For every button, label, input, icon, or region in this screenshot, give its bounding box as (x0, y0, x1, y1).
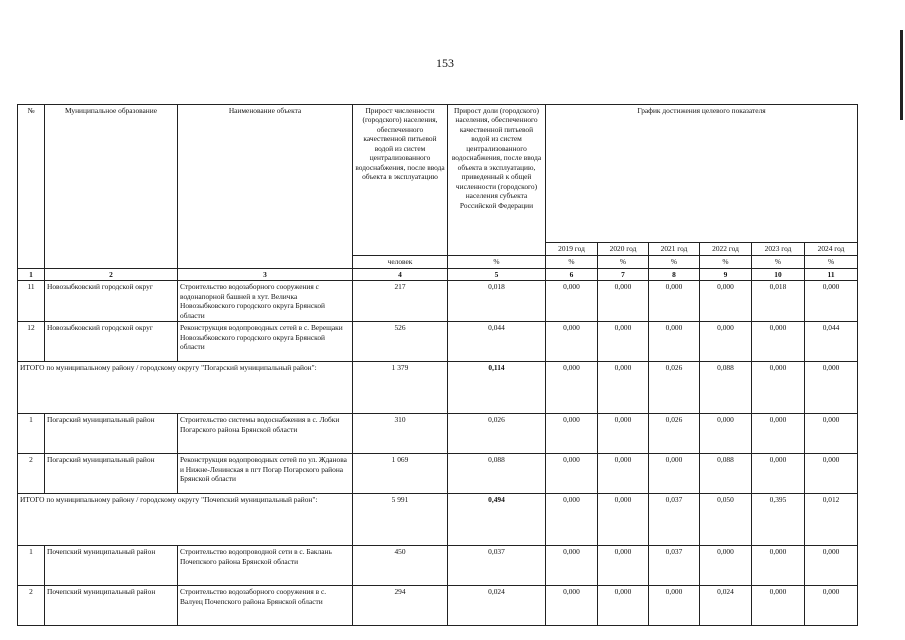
year-value-cell: 0,000 (700, 322, 752, 362)
unit-percent: % (598, 256, 649, 269)
year-value-cell: 0,012 (805, 494, 858, 546)
growth-count-cell: 5 991 (353, 494, 448, 546)
growth-share-cell: 0,024 (448, 586, 546, 626)
municipality-cell: Новозыбковский городской округ (45, 322, 178, 362)
table-row (18, 322, 858, 362)
year-value-cell: 0,000 (598, 362, 649, 414)
column-number: 6 (546, 269, 598, 281)
year-value-cell: 0,000 (546, 281, 598, 322)
column-number-row (18, 269, 858, 281)
year-value-cell: 0,000 (805, 586, 858, 626)
row-number: 1 (18, 546, 45, 586)
year-value-cell: 0,037 (649, 494, 700, 546)
municipality-cell: Погарский муниципальный район (45, 414, 178, 454)
growth-share-cell: 0,114 (448, 362, 546, 414)
year-value-cell: 0,000 (752, 454, 805, 494)
growth-count-cell: 294 (353, 586, 448, 626)
row-number: 2 (18, 454, 45, 494)
object-name-cell: Строительство водопроводной сети в с. Баклань Почепского района Брянской области (178, 546, 353, 586)
year-value-cell: 0,000 (700, 546, 752, 586)
municipality-cell: Новозыбковский городской округ (45, 281, 178, 322)
growth-share-cell: 0,088 (448, 454, 546, 494)
unit-percent: % (700, 256, 752, 269)
unit-percent: % (546, 256, 598, 269)
table-total-row (18, 494, 858, 546)
column-number: 8 (649, 269, 700, 281)
table-row (18, 414, 858, 454)
row-number: 1 (18, 414, 45, 454)
unit-percent: % (649, 256, 700, 269)
column-number: 5 (448, 269, 546, 281)
column-number: 3 (178, 269, 353, 281)
year-value-cell: 0,000 (598, 586, 649, 626)
object-name-cell: Реконструкция водопроводных сетей по ул. Жданова и Нижне-Ленинская в пгт Погар Погарского района Брянской области (178, 454, 353, 494)
growth-count-cell: 526 (353, 322, 448, 362)
year-value-cell: 0,000 (649, 586, 700, 626)
municipality-cell: Почепский муниципальный район (45, 546, 178, 586)
year-value-cell: 0,044 (805, 322, 858, 362)
unit-people: человек (353, 256, 448, 269)
year-value-cell: 0,088 (700, 362, 752, 414)
year-value-cell: 0,000 (598, 546, 649, 586)
year-value-cell: 0,000 (546, 362, 598, 414)
growth-share-cell: 0,044 (448, 322, 546, 362)
header-year: 2024 год (805, 243, 858, 256)
header-growth-share: Прирост доли (городского) населения, обеспеченного качественной питьевой водой из систем централизованного водоснабжения, после ввода объекта в эксплуатацию, приведенный к общей численности (городского) населения субъекта Российской Федерации (448, 105, 546, 256)
object-name-cell: Строительство водозаборного сооружения в с. Валуец Почепского района Брянской области (178, 586, 353, 626)
row-number: 11 (18, 281, 45, 322)
page-number: 153 (436, 56, 454, 70)
year-value-cell: 0,000 (805, 546, 858, 586)
year-value-cell: 0,000 (752, 322, 805, 362)
year-value-cell: 0,088 (700, 454, 752, 494)
unit-percent: % (448, 256, 546, 269)
column-number: 7 (598, 269, 649, 281)
header-municipality: Муниципальное образование (45, 105, 178, 269)
target-indicator-table (17, 104, 858, 626)
table-row (18, 281, 858, 322)
table-row (18, 454, 858, 494)
year-value-cell: 0,000 (700, 414, 752, 454)
scan-edge-mark (900, 30, 903, 120)
table-total-row (18, 362, 858, 414)
year-value-cell: 0,000 (598, 322, 649, 362)
year-value-cell: 0,026 (649, 414, 700, 454)
growth-count-cell: 217 (353, 281, 448, 322)
column-number: 11 (805, 269, 858, 281)
row-number: 12 (18, 322, 45, 362)
header-year: 2019 год (546, 243, 598, 256)
year-value-cell: 0,000 (700, 281, 752, 322)
row-number: 2 (18, 586, 45, 626)
total-label: ИТОГО по муниципальному району / городскому округу "Погарский муниципальный район": (18, 362, 353, 414)
year-value-cell: 0,000 (546, 494, 598, 546)
object-name-cell: Реконструкция водопроводных сетей в с. Верещаки Новозыбковского городского округа Брянской области (178, 322, 353, 362)
year-value-cell: 0,050 (700, 494, 752, 546)
total-label: ИТОГО по муниципальному району / городскому округу "Почепский муниципальный район": (18, 494, 353, 546)
header-no: № (18, 105, 45, 269)
year-value-cell: 0,000 (598, 414, 649, 454)
municipality-cell: Погарский муниципальный район (45, 454, 178, 494)
year-value-cell: 0,000 (805, 281, 858, 322)
year-value-cell: 0,000 (598, 281, 649, 322)
table-row (18, 546, 858, 586)
header-year: 2022 год (700, 243, 752, 256)
year-value-cell: 0,000 (805, 414, 858, 454)
table-body (18, 105, 858, 626)
unit-percent: % (752, 256, 805, 269)
growth-count-cell: 310 (353, 414, 448, 454)
growth-share-cell: 0,018 (448, 281, 546, 322)
header-schedule: График достижения целевого показателя (546, 105, 858, 243)
year-value-cell: 0,000 (752, 362, 805, 414)
growth-share-cell: 0,026 (448, 414, 546, 454)
year-value-cell: 0,000 (649, 322, 700, 362)
header-year: 2021 год (649, 243, 700, 256)
year-value-cell: 0,000 (546, 454, 598, 494)
column-number: 1 (18, 269, 45, 281)
header-object: Наименование объекта (178, 105, 353, 269)
year-value-cell: 0,037 (649, 546, 700, 586)
year-value-cell: 0,000 (752, 414, 805, 454)
municipality-cell: Почепский муниципальный район (45, 586, 178, 626)
column-number: 9 (700, 269, 752, 281)
year-value-cell: 0,000 (805, 454, 858, 494)
growth-count-cell: 1 069 (353, 454, 448, 494)
year-value-cell: 0,000 (598, 494, 649, 546)
column-number: 4 (353, 269, 448, 281)
year-value-cell: 0,000 (649, 454, 700, 494)
table-header-row (18, 105, 858, 243)
year-value-cell: 0,000 (649, 281, 700, 322)
growth-count-cell: 1 379 (353, 362, 448, 414)
year-value-cell: 0,000 (546, 322, 598, 362)
year-value-cell: 0,018 (752, 281, 805, 322)
object-name-cell: Строительство водозаборного сооружения с водонапорной башней в хут. Величка Новозыбковского городского округа Брянской области (178, 281, 353, 322)
growth-count-cell: 450 (353, 546, 448, 586)
year-value-cell: 0,000 (546, 414, 598, 454)
column-number: 2 (45, 269, 178, 281)
year-value-cell: 0,000 (546, 586, 598, 626)
year-value-cell: 0,000 (752, 586, 805, 626)
column-number: 10 (752, 269, 805, 281)
year-value-cell: 0,000 (598, 454, 649, 494)
header-year: 2023 год (752, 243, 805, 256)
growth-share-cell: 0,037 (448, 546, 546, 586)
year-value-cell: 0,000 (752, 546, 805, 586)
year-value-cell: 0,000 (546, 546, 598, 586)
year-value-cell: 0,024 (700, 586, 752, 626)
object-name-cell: Строительство системы водоснабжения в с. Лобки Погарского района Брянской области (178, 414, 353, 454)
header-year: 2020 год (598, 243, 649, 256)
table-row (18, 586, 858, 626)
growth-share-cell: 0,494 (448, 494, 546, 546)
year-value-cell: 0,395 (752, 494, 805, 546)
year-value-cell: 0,000 (805, 362, 858, 414)
year-value-cell: 0,026 (649, 362, 700, 414)
header-growth-count: Прирост численности (городского) населения, обеспеченного качественной питьевой водой из систем централизованного водоснабжения, после ввода объекта в эксплуатацию (353, 105, 448, 256)
unit-percent: % (805, 256, 858, 269)
